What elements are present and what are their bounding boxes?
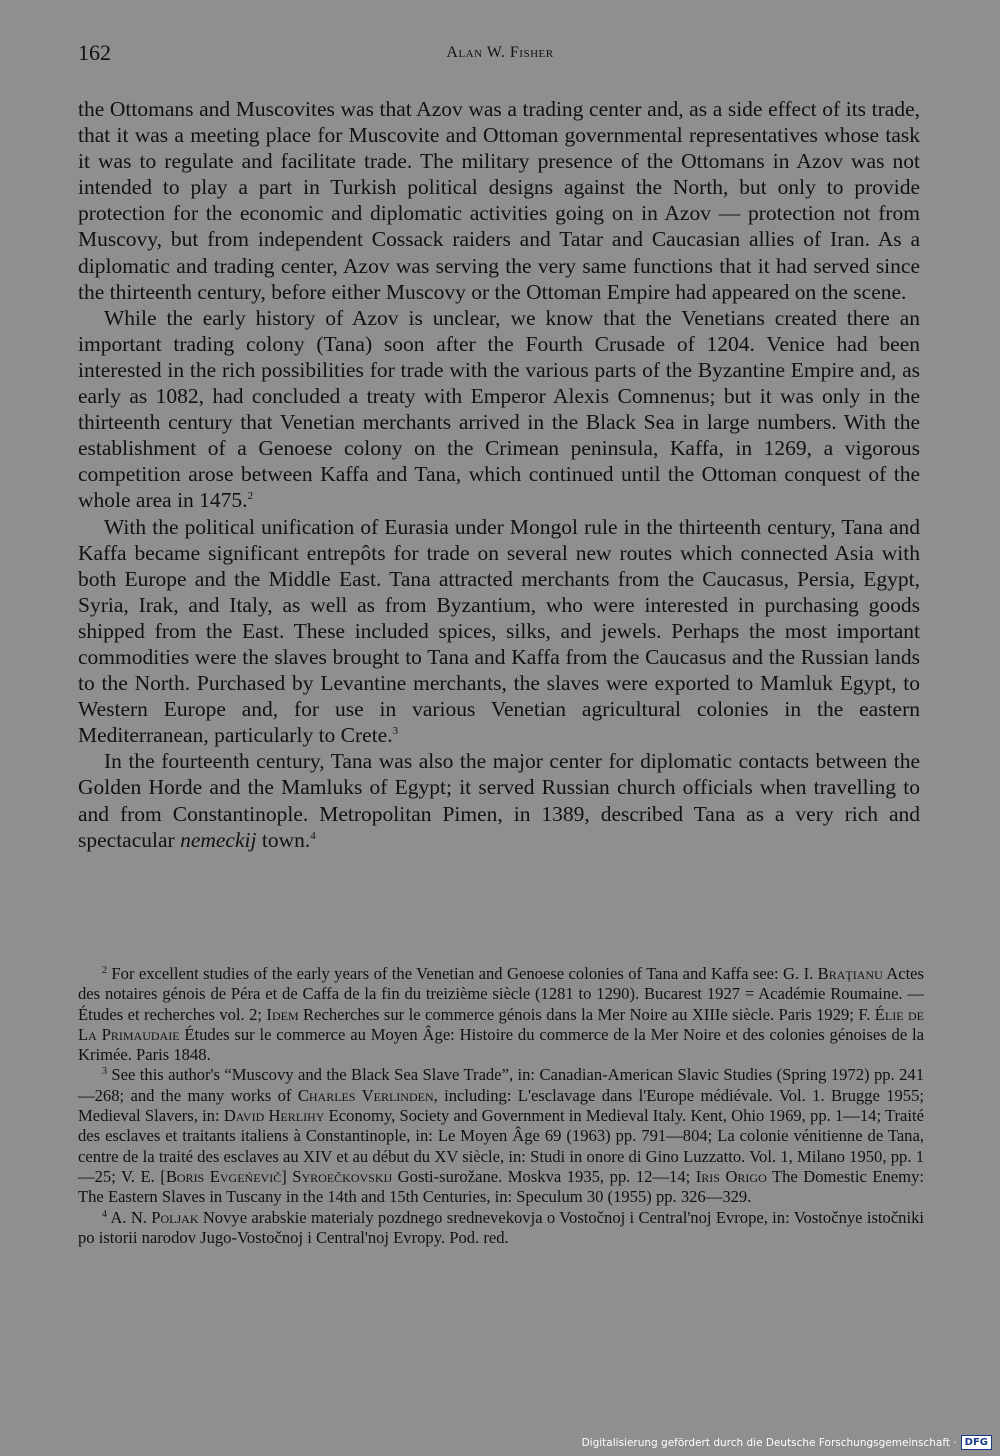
footnote: $^4$ A. N. Poljak Novye arabskie materialy pozdnego srednevekovja o Vostočnoj i Central'noj Evrope, in: Vostočnye istočniki po istorii narodov Jugo-Vostočnoj i Central'noj Evropy. Pod. red.	[78, 1207, 924, 1247]
page-number: 162	[78, 40, 111, 65]
footnote-ref[interactable]: 2	[247, 490, 254, 503]
paragraph: While the early history of Azov is unclear, we know that the Venetians created there an important trading colony (Tana) soon after the Fourth Crusade of 1204. Venice had been interested in the rich possibilities for trade with the various parts of the Byzantine Empire and, as early as 1082, had concluded a treaty with Emperor Alexis Comnenus; but it was only in the thirteenth century that Venetian merchants arrived in the Black Sea in large numbers. With the establishment of a Genoese colony on the Crimean peninsula, Kaffa, in 1269, a vigorous competition arose between Kaffa and Tana, which continued until the Ottoman conquest of the whole area in 1475.$^2$	[78, 305, 920, 513]
body-text	[78, 96, 920, 853]
dfg-logo-icon: DFG	[961, 1435, 992, 1450]
paragraph: In the fourteenth century, Tana was also the major center for diplomatic contacts between the Golden Horde and the Mamluks of Egypt; it served Russian church officials when travelling to and from Constantinople. Metropolitan Pimen, in 1389, described Tana as a very rich and spectacular nemeckij town.$^4$	[78, 749, 920, 852]
running-head: Alan W. Fisher	[446, 44, 554, 61]
footnote: $^3$ See this author's “Muscovy and the Black Sea Slave Trade”, in: Canadian-American Slavic Studies (Spring 1972) pp. 241—268; and the many works of Charles Verlinden, including: L'esclavage dans l'Europe médiévale. Vol. 1. Brugge 1955; Medieval Slavers, in: David Herlihy Economy, Society and Government in Medieval Italy. Kent, Ohio 1969, pp. 1—14; Traité des esclaves et traitants italiens à Constantinople, in: Le Moyen Âge 69 (1963) pp. 791—804; La colonie vénitienne de Tana, centre de la traité des esclaves au XIV et au début du XV siècle, in: Studi in onore di Gino Luzzatto. Vol. 1, Milano 1950, pp. 1—25; V. E. [Boris Evgeńevič] Syroečkovskij Gosti-surožane. Moskva 1935, pp. 12—14; Iris Origo The Domestic Enemy: The Eastern Slaves in Tuscany in the 14th and 15th Centuries, in: Speculum 30 (1955) pp. 326—329.	[78, 1065, 925, 1207]
paragraph: With the political unification of Eurasia under Mongol rule in the thirteenth century, Tana and Kaffa became significant entrepôts for trade on several new routes which connected Asia with both Europe and the Middle East. Tana attracted merchants from the Caucasus, Persia, Egypt, Syria, Irak, and Italy, as well as from Byzantium, who were interested in purchasing goods shipped from the East. These included spices, silks, and jewels. Perhaps the most important commodities were the slaves brought to Tana and Kaffa from the Caucasus and the Russian lands to the North. Purchased by Levantine merchants, the slaves were exported to Mamluk Egypt, to Western Europe and, for use in various Venetian agricultural colonies in the eastern Mediterranean, particularly to Crete.$^3$	[78, 514, 920, 748]
paragraph: the Ottomans and Muscovites was that Azov was a trading center and, as a side effect of its trade, that it was a meeting place for Muscovite and Ottoman governmental representatives whose task it was to regulate and facilitate trade. The military presence of the Ottomans in Azov was not intended to play a part in Turkish political designs against the North, but only to provide protection for the economic and diplomatic activities going on in Azov — protection not from Muscovy, but from independent Cossack raiders and Tatar and Caucasian allies of Iran. As a diplomatic and trading center, Azov was serving the very same functions that it had served since the thirteenth century, before either Muscovy or the Ottoman Empire had appeared on the scene.	[78, 97, 920, 304]
footnotes	[78, 964, 924, 1248]
footnote-ref[interactable]: 3	[392, 725, 399, 738]
footnote: $^2$ For excellent studies of the early years of the Venetian and Genoese colonies of Tana and Kaffa see: G. I. Brаţianu Actes des notaires génois de Péra et de Caffa de la fin du treizième siècle (1281 to 1290). Bucarest 1927 = Académie Roumaine. — Études et recherches vol. 2; Idem Recherches sur le commerce génois dans la Mer Noire au XIIIe siècle. Paris 1929; F. Élie de La Primaudaie Études sur le commerce au Moyen Âge: Histoire du commerce de la Mer Noire et des colonies génoises de la Krimée. Paris 1848.	[78, 964, 925, 1065]
funding-note: Digitalisierung gefördert durch die Deutsche Forschungsgemeinschaft ·	[581, 1436, 957, 1449]
digitization-footer	[582, 1435, 992, 1450]
footnote-ref[interactable]: 4	[310, 829, 316, 842]
italic-term: nemeckij	[180, 827, 257, 852]
